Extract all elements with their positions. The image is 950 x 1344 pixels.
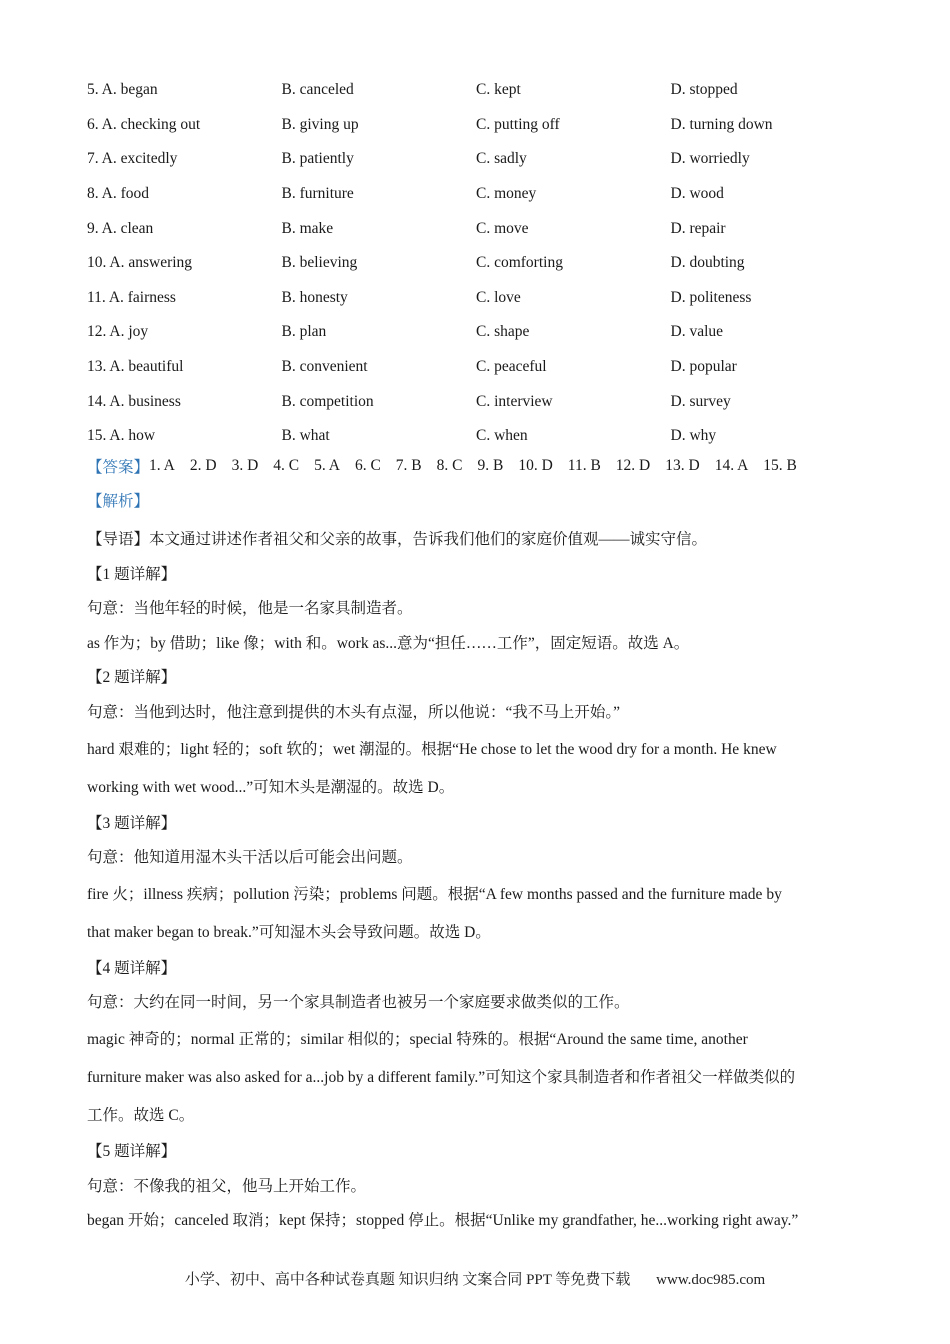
- section-heading: 【2 题详解】: [87, 669, 177, 687]
- option-cell: D. doubting: [670, 254, 745, 272]
- page-footer: [0, 1268, 950, 1289]
- text-line: furniture maker was also asked for a...job by a different family.”可知这个家具制造者和作者祖父一样做类似的: [87, 1068, 796, 1086]
- option-row: [87, 350, 867, 385]
- text-line: 句意：当他年轻的时候，他是一名家具制造者。: [87, 600, 413, 618]
- option-cell: C. shape: [476, 323, 530, 341]
- option-cell: C. putting off: [476, 115, 560, 133]
- option-cell: 8. A. food: [87, 185, 149, 203]
- text-line: that maker began to break.”可知湿木头会导致问题。故选 D。: [87, 923, 491, 941]
- analysis-tag: 【解析】: [87, 493, 150, 510]
- answer-item: 1. A: [149, 457, 175, 474]
- answer-item: 4. C: [273, 457, 300, 474]
- option-cell: C. when: [476, 427, 528, 445]
- option-cell: B. canceled: [281, 81, 354, 99]
- option-row: [87, 177, 867, 212]
- option-cell: 6. A. checking out: [87, 115, 201, 133]
- answer-item: 12. D: [615, 457, 651, 474]
- option-row: [87, 384, 867, 419]
- option-cell: D. why: [670, 427, 717, 445]
- option-row: [87, 315, 867, 350]
- text-line: 工作。故选 C。: [87, 1106, 195, 1124]
- text-line: hard 艰难的；light 轻的；soft 软的；wet 潮湿的。根据“He chose to let the wood dry for a month. He knew: [87, 740, 777, 758]
- text-line: magic 神奇的；normal 正常的；similar 相似的；special 特殊的。根据“Around the same time, another: [87, 1030, 748, 1048]
- option-cell: 12. A. joy: [87, 323, 149, 341]
- option-row: [87, 281, 867, 316]
- option-row: [87, 246, 867, 281]
- option-cell: C. kept: [476, 81, 521, 99]
- option-cell: D. survey: [670, 392, 731, 410]
- answer-item: 9. B: [477, 457, 504, 474]
- answer-item: 3. D: [231, 457, 259, 474]
- option-cell: B. honesty: [281, 288, 348, 306]
- answer-list: [149, 457, 812, 475]
- answer-item: 14. A: [714, 457, 749, 474]
- section-heading: 【1 题详解】: [87, 565, 177, 583]
- option-row: [87, 73, 867, 108]
- option-cell: D. repair: [670, 219, 726, 237]
- option-cell: D. wood: [670, 185, 724, 203]
- option-cell: B. patiently: [281, 150, 354, 168]
- option-cell: B. competition: [281, 392, 374, 410]
- answer-item: 6. C: [354, 457, 381, 474]
- answer-item: 11. B: [567, 457, 601, 474]
- answer-line: [87, 454, 812, 478]
- option-cell: B. believing: [281, 254, 358, 272]
- option-cell: 9. A. clean: [87, 219, 154, 237]
- option-cell: 5. A. began: [87, 81, 158, 99]
- answer-item: 10. D: [518, 457, 553, 474]
- option-cell: B. plan: [281, 323, 327, 341]
- text-line: as 作为；by 借助；like 像；with 和。work as...意为“担任……工作”，固定短语。故选 A。: [87, 634, 690, 652]
- option-cell: D. stopped: [670, 81, 738, 99]
- answer-item: 13. D: [665, 457, 700, 474]
- option-cell: B. what: [281, 427, 330, 445]
- text-line: 句意：当他到达时，他注意到提供的木头有点湿，所以他说：“我不马上开始。”: [87, 703, 621, 721]
- section-heading: 【5 题详解】: [87, 1142, 177, 1160]
- answer-item: 8. C: [436, 457, 463, 474]
- option-cell: 11. A. fairness: [87, 288, 176, 306]
- option-cell: B. furniture: [281, 185, 354, 203]
- text-line: 句意：大约在同一时间，另一个家具制造者也被另一个家庭要求做类似的工作。: [87, 994, 630, 1012]
- text-line: began 开始；canceled 取消；kept 保持；stopped 停止。根据“Unlike my grandfather, he...working right away.”: [87, 1212, 799, 1230]
- option-cell: 7. A. excitedly: [87, 150, 178, 168]
- answer-tag: 【答案】: [87, 459, 150, 476]
- answer-item: 7. B: [395, 457, 422, 474]
- options-table: [87, 73, 867, 454]
- option-cell: D. turning down: [670, 115, 773, 133]
- option-row: [87, 211, 867, 246]
- option-cell: D. value: [670, 323, 724, 341]
- text-line: fire 火；illness 疾病；pollution 污染；problems 问题。根据“A few months passed and the furniture made by: [87, 885, 782, 903]
- answer-item: 5. A: [314, 457, 340, 474]
- section-heading: 【4 题详解】: [87, 959, 177, 977]
- option-cell: C. sadly: [476, 150, 527, 168]
- option-cell: C. money: [476, 185, 537, 203]
- option-cell: C. comforting: [476, 254, 563, 272]
- option-row: [87, 419, 867, 454]
- footer-url[interactable]: www.doc985.com: [656, 1272, 766, 1288]
- option-row: [87, 108, 867, 143]
- option-cell: C. peaceful: [476, 358, 547, 376]
- text-line: 【导语】本文通过讲述作者祖父和父亲的故事，告诉我们他们的家庭价值观——诚实守信。: [87, 531, 708, 548]
- text-line: 句意：不像我的祖父，他马上开始工作。: [87, 1177, 367, 1195]
- option-cell: 13. A. beautiful: [87, 358, 184, 376]
- option-row: [87, 142, 867, 177]
- option-cell: 15. A. how: [87, 427, 156, 445]
- answer-item: 15. B: [763, 457, 797, 474]
- option-cell: C. love: [476, 288, 521, 306]
- option-cell: C. interview: [476, 392, 553, 410]
- option-cell: 14. A. business: [87, 392, 181, 410]
- option-cell: 10. A. answering: [87, 254, 193, 272]
- text-line: working with wet wood...”可知木头是潮湿的。故选 D。: [87, 778, 455, 796]
- option-cell: D. politeness: [670, 288, 752, 306]
- section-heading: 【3 题详解】: [87, 814, 177, 832]
- text-line: 句意：他知道用湿木头干活以后可能会出问题。: [87, 849, 413, 867]
- option-cell: D. popular: [670, 358, 737, 376]
- option-cell: B. make: [281, 219, 334, 237]
- footer-text: 小学、初中、高中各种试卷真题 知识归纳 文案合同 PPT 等免费下载: [184, 1272, 631, 1288]
- answer-item: 2. D: [189, 457, 217, 474]
- option-cell: B. giving up: [281, 115, 359, 133]
- option-cell: B. convenient: [281, 358, 368, 376]
- option-cell: D. worriedly: [670, 150, 750, 168]
- analysis-body: [87, 523, 877, 1239]
- option-cell: C. move: [476, 219, 529, 237]
